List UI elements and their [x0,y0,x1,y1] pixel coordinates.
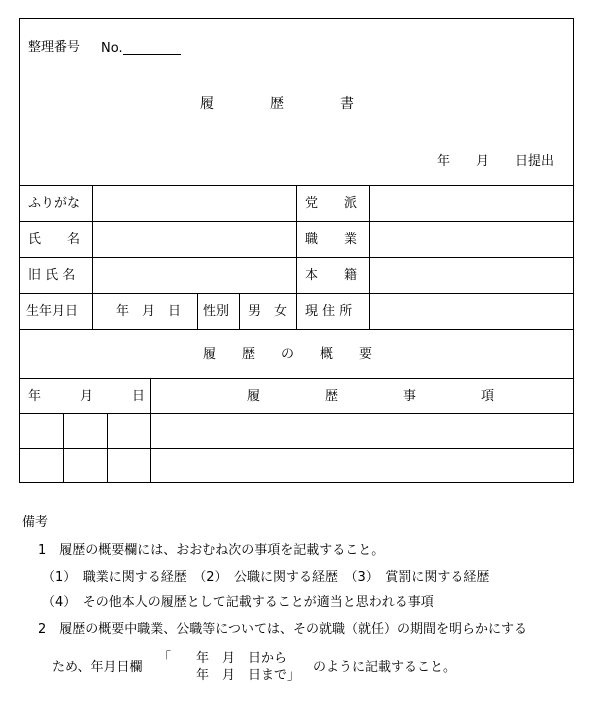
summary-title: 履 歴 の 概 要 [203,347,373,362]
history-month-cell[interactable] [64,414,107,448]
submission-date: 年 月 日提出 [437,154,555,169]
occupation-label: 職 業 [305,232,358,247]
line-h6 [19,378,574,379]
domicile-field[interactable] [370,258,573,293]
history-day-cell[interactable] [108,449,150,482]
bracket-line-1: 年 月 日から [196,651,288,666]
domicile-label: 本 籍 [305,268,358,283]
line-v-sex-end [239,293,240,329]
bracket-open: 「 [158,651,172,666]
page-title: 履 歴 書 [200,96,354,112]
name-label: 氏 名 [28,232,81,247]
address-label: 現 住 所 [305,304,353,319]
birthdate-field[interactable]: 年 月 日 [116,304,182,319]
history-item-cell[interactable] [151,414,573,448]
note-item-2: 2 履歴の概要中職業、公職等については、その就職（就任）の期間を明らかにする [38,622,528,637]
name-field[interactable] [93,222,296,257]
occupation-field[interactable] [370,222,573,257]
note-item-2-cont-a: ため、年月日欄 [52,660,143,675]
furigana-field[interactable] [93,186,296,221]
note-sub-2: （4） その他本人の履歴として記載することが適当と思われる事項 [42,595,434,610]
party-label: 党 派 [305,196,358,211]
furigana-label: ふりがな [28,196,81,211]
line-h5 [19,329,574,330]
ref-number-label: 整理番号 [28,40,81,55]
notes-heading: 備考 [22,515,49,530]
history-month-cell[interactable] [64,449,107,482]
no-field[interactable] [101,41,181,55]
col-date-header: 年 月 日 [28,389,146,404]
no-label: No. [101,41,123,56]
sex-label: 性別 [203,304,230,319]
note-sub-1: （1） 職業に関する経歴 （2） 公職に関する経歴 （3） 賞罰に関する経歴 [42,570,490,585]
col-items-header: 履 歴 事 項 [247,389,495,404]
sex-options[interactable]: 男 女 [248,304,288,319]
address-field[interactable] [370,294,573,329]
history-item-cell[interactable] [151,449,573,482]
line-v-mid [296,185,297,329]
history-year-cell[interactable] [20,449,63,482]
birthdate-label: 生年月日 [26,304,79,319]
note-item-1: 1 履歴の概要欄には、おおむね次の事項を記載すること。 [38,543,385,558]
former-name-label: 旧 氏 名 [28,268,76,283]
history-day-cell[interactable] [108,414,150,448]
line-v-sex-start [197,293,198,329]
party-field[interactable] [370,186,573,221]
note-item-2-cont-b: のように記載すること。 [313,660,457,675]
former-name-field[interactable] [93,258,296,293]
history-year-cell[interactable] [20,414,63,448]
bracket-line-2: 年 月 日まで」 [196,668,301,683]
no-blank [123,41,181,55]
